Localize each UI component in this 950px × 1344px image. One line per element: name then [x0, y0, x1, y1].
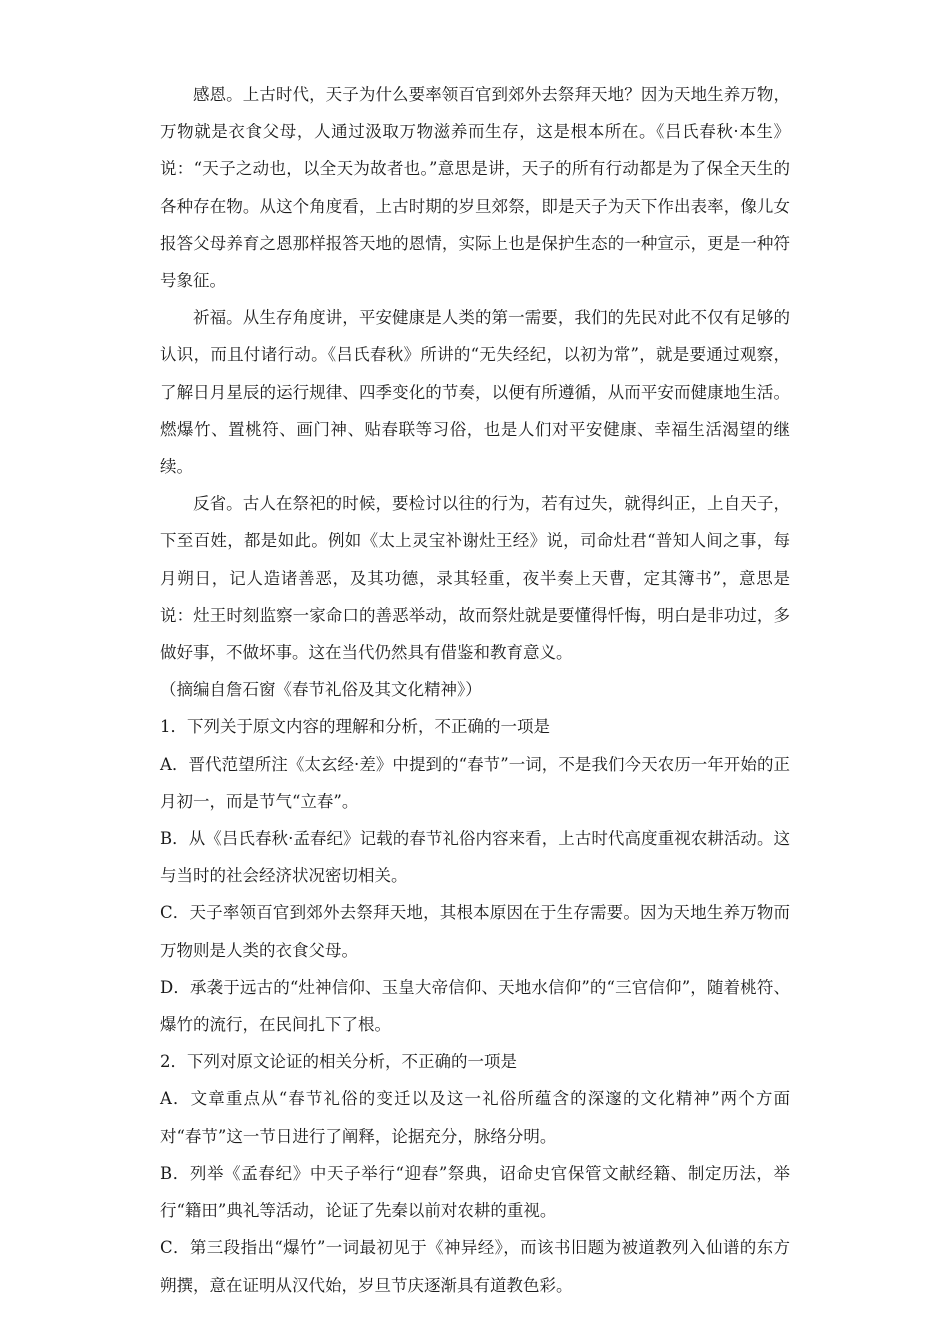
question-2-option-b: B．列举《孟春纪》中天子举行“迎春”祭典，诏命史官保管文献经籍、制定历法，举行“籍田”典礼等活动，论证了先秦以前对农耕的重视。: [160, 1163, 790, 1221]
question-1-option-b: B．从《吕氏春秋·孟春纪》记载的春节礼俗内容来看，上古时代高度重视农耕活动。这与当时的社会经济状况密切相关。: [160, 829, 790, 886]
question-1-option-d: D．承袭于远古的“灶神信仰、玉皇大帝信仰、天地水信仰”的“三官信仰”，随着桃符、爆竹的流行，在民间扎下了根。: [160, 977, 790, 1035]
question-2-stem: 2．下列对原文论证的相关分析，不正确的一项是: [160, 1052, 517, 1072]
question-2-option-c: C．第三段指出“爆竹”一词最初见于《神异经》，而该书旧题为被道教列入仙谱的东方朔撰，意在证明从汉代始，岁旦节庆逐渐具有道教色彩。: [160, 1238, 790, 1295]
paragraph-blessing: 祈福。从生存角度讲，平安健康是人类的第一需要，我们的先民对此不仅有足够的认识，而且付诸行动。《吕氏春秋》所讲的“无失经纪，以初为常”，就是要通过观察，了解日月星辰的运行规律、四季变化的节奏，以便有所遵循，从而平安而健康地生活。燃爆竹、置桃符、画门神、贴春联等习俗，也是人们对平安健康、幸福生活渴望的继续。: [160, 308, 790, 477]
paragraph-gratitude: 感恩。上古时代，天子为什么要率领百官到郊外去祭拜天地？因为天地生养万物，万物就是衣食父母，人通过汲取万物滋养而生存，这是根本所在。《吕氏春秋·本生》说：“天子之动也，以全天为故者也。”意思是讲，天子的所有行动都是为了保全天生的各种存在物。从这个角度看，上古时期的岁旦郊祭，即是天子为天下作出表率，像儿女报答父母养育之恩那样报答天地的恩情，实际上也是保护生态的一种宣示，更是一种符号象征。: [160, 85, 790, 291]
question-2-option-a: A．文章重点从“春节礼俗的变迁以及这一礼俗所蕴含的深邃的文化精神”两个方面对“春节”这一节日进行了阐释，论据充分，脉络分明。: [160, 1089, 790, 1146]
question-1-option-c: C．天子率领百官到郊外去祭拜天地，其根本原因在于生存需要。因为天地生养万物而万物则是人类的衣食父母。: [160, 903, 790, 960]
question-1-stem: 1．下列关于原文内容的理解和分析，不正确的一项是: [160, 717, 550, 737]
paragraph-reflection: 反省。古人在祭祀的时候，要检讨以往的行为，若有过失，就得纠正，上自天子，下至百姓，都是如此。例如《太上灵宝补谢灶王经》说，司命灶君“普知人间之事，每月朔日，记人造诸善恶，及其功德，录其轻重，夜半奏上天曹，定其簿书”，意思是说：灶王时刻监察一家命口的善恶举动，故而祭灶就是要懂得忏悔，明白是非功过，多做好事，不做坏事。这在当代仍然具有借鉴和教育意义。: [160, 494, 790, 663]
source-citation: （摘编自詹石窗《春节礼俗及其文化精神》）: [160, 680, 482, 700]
question-1-option-a: A．晋代范望所注《太玄经·差》中提到的“春节”一词，不是我们今天农历一年开始的正月初一，而是节气“立春”。: [160, 754, 790, 811]
